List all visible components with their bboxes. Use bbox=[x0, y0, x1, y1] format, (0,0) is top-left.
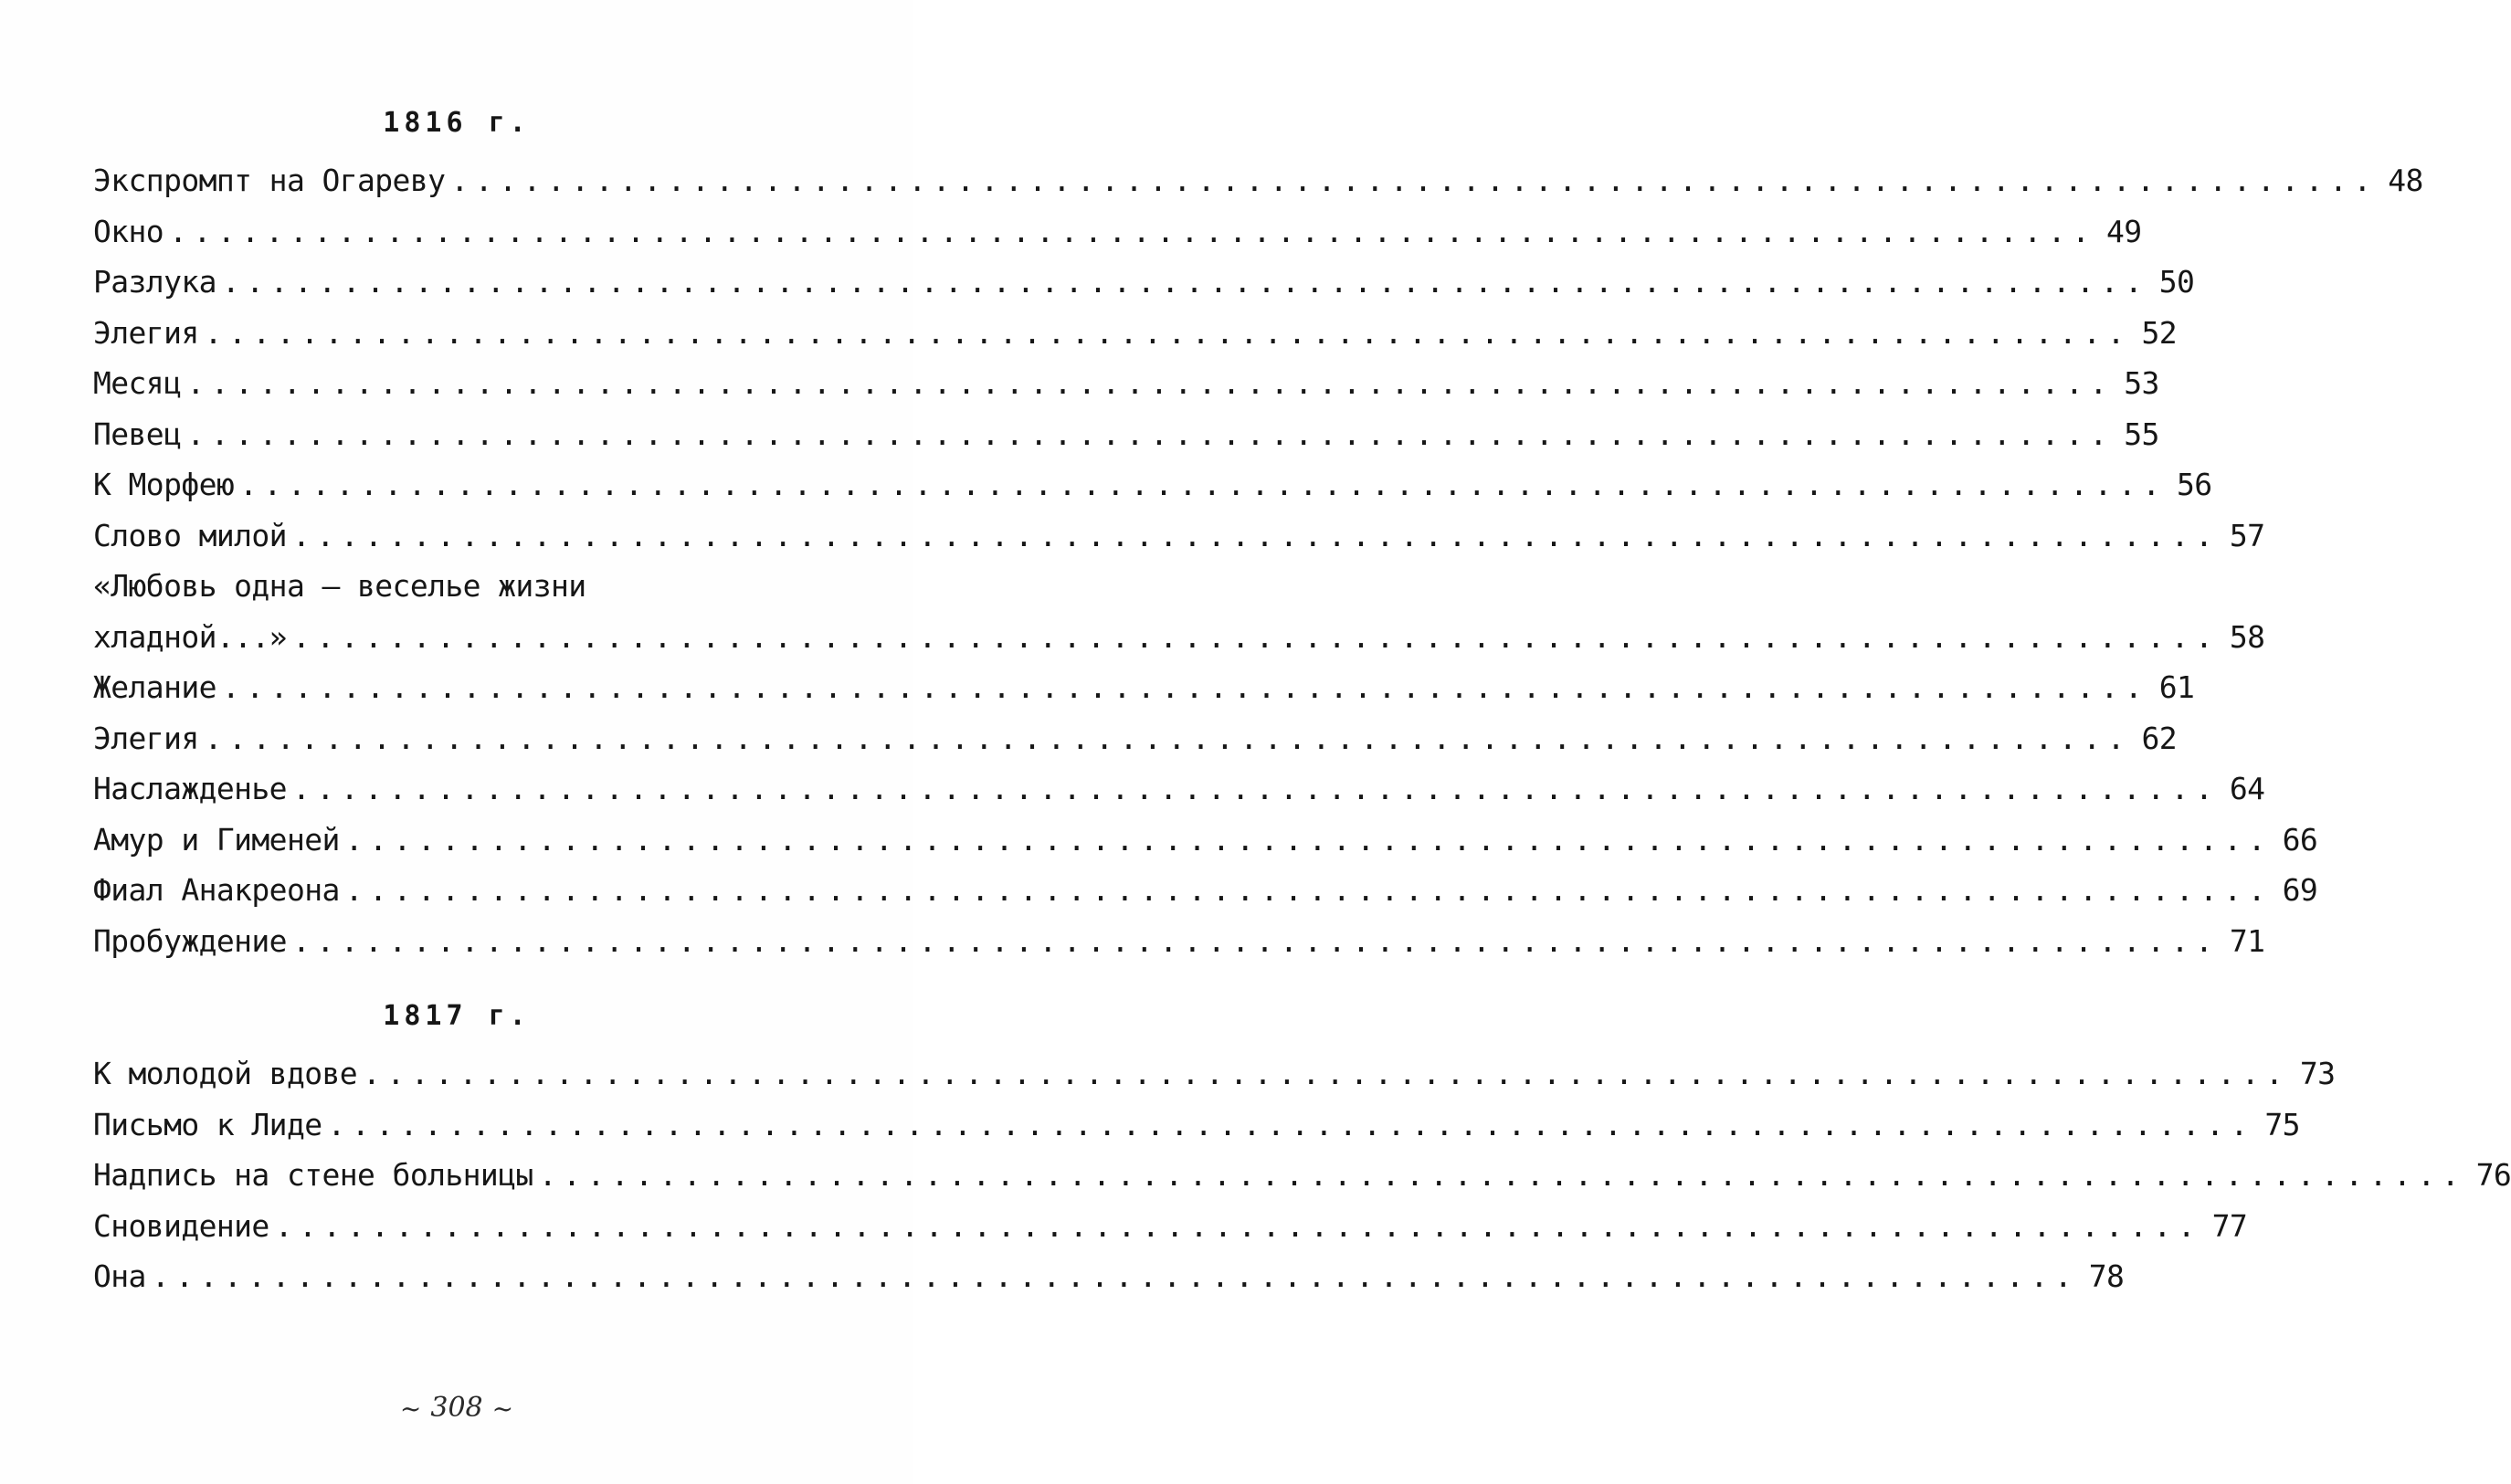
dot-leader: ................................................................................ bbox=[151, 1258, 2079, 1294]
toc-entry-title-first-line bbox=[93, 561, 871, 612]
toc-entry bbox=[93, 1048, 2336, 1100]
toc-entry-title: Она bbox=[93, 1258, 146, 1294]
toc-entry-title: Амур и Гименей bbox=[93, 821, 340, 858]
toc-entry-page: 56 bbox=[2177, 467, 2212, 502]
dot-leader: ................................................................................ bbox=[291, 922, 2220, 959]
toc-entry-title-continued: хладной...» bbox=[93, 618, 287, 655]
toc-entry-title: Сновидение bbox=[93, 1207, 269, 1244]
toc-entry-title: Разлука bbox=[93, 264, 216, 300]
dot-leader: ................................................................................ bbox=[344, 821, 2273, 858]
dot-leader: ................................................................................ bbox=[274, 1207, 2202, 1244]
toc-entry-page: 53 bbox=[2124, 365, 2159, 401]
right-flourish-ornament: ~ bbox=[491, 1394, 514, 1424]
toc-entry bbox=[93, 1100, 2300, 1151]
toc-entry-page: 57 bbox=[2229, 517, 2265, 553]
toc-entry-page: 73 bbox=[2299, 1056, 2336, 1091]
toc-entry bbox=[93, 1251, 2125, 1302]
toc-list-1816 bbox=[93, 155, 2423, 966]
toc-entry-page: 58 bbox=[2229, 618, 2265, 655]
toc-entry-title: Пробуждение bbox=[93, 922, 287, 959]
toc-entry bbox=[93, 308, 2178, 359]
section-heading-1816: 1816 г. bbox=[383, 107, 531, 139]
dot-leader: ................................................................................ bbox=[221, 669, 2149, 705]
toc-entry-page: 49 bbox=[2105, 213, 2142, 249]
toc-entry-page: 50 bbox=[2158, 264, 2195, 300]
toc-list-1817 bbox=[93, 1048, 2511, 1302]
toc-entry-page: 48 bbox=[2388, 163, 2423, 198]
toc-entry-title: Фиал Анакреона bbox=[93, 872, 340, 908]
toc-entry-page: 55 bbox=[2124, 416, 2159, 452]
page-number: 308 bbox=[430, 1392, 483, 1424]
dot-leader: ................................................................................ bbox=[204, 720, 2132, 756]
toc-entry-page: 75 bbox=[2264, 1106, 2300, 1142]
toc-entry-page: 66 bbox=[2282, 821, 2318, 858]
toc-entry-title: К молодой вдове bbox=[93, 1056, 358, 1091]
toc-entry-title: Надпись на стене больницы bbox=[93, 1157, 533, 1193]
toc-entry-title: Экспромпт на Огареву bbox=[93, 163, 446, 198]
toc-entry-page: 62 bbox=[2141, 720, 2178, 756]
toc-entry bbox=[93, 459, 2212, 510]
toc-entry bbox=[93, 865, 2318, 916]
toc-entry-title: Желание bbox=[93, 669, 216, 705]
toc-entry bbox=[93, 763, 2265, 815]
toc-entry bbox=[93, 1201, 2248, 1252]
toc-entry bbox=[93, 358, 2159, 409]
toc-entry-page: 61 bbox=[2158, 669, 2195, 705]
dot-leader: ................................................................................ bbox=[327, 1106, 2254, 1142]
dot-leader: ................................................................................ bbox=[169, 213, 2096, 249]
toc-entry bbox=[93, 815, 2318, 866]
dot-leader: ................................................................................ bbox=[291, 771, 2220, 806]
dot-leader: ................................................................................ bbox=[239, 467, 2167, 502]
toc-entry-title: К Морфею bbox=[93, 467, 235, 502]
toc-entry-title: Певец bbox=[93, 416, 182, 452]
toc-entry-title: Элегия bbox=[93, 720, 199, 756]
dot-leader: ................................................................................ bbox=[291, 618, 2220, 655]
toc-entry-title: «Любовь одна — веселье жизни bbox=[93, 568, 586, 604]
page-number-footer bbox=[0, 1390, 913, 1427]
toc-entry-page: 78 bbox=[2088, 1258, 2125, 1294]
left-flourish-ornament: ~ bbox=[399, 1394, 422, 1424]
dot-leader: ................................................................................ bbox=[344, 872, 2273, 908]
toc-entry bbox=[93, 206, 2142, 258]
toc-entry bbox=[93, 662, 2195, 713]
toc-entry-title: Слово милой bbox=[93, 517, 287, 553]
toc-entry bbox=[93, 713, 2178, 764]
toc-entry-page: 77 bbox=[2211, 1207, 2248, 1244]
toc-entry-title: Наслажденье bbox=[93, 771, 287, 806]
toc-entry-title: Письмо к Лиде bbox=[93, 1106, 322, 1142]
dot-leader: ................................................................................ bbox=[363, 1056, 2290, 1091]
toc-entry bbox=[93, 409, 2159, 460]
toc-entry bbox=[93, 612, 2265, 663]
toc-entry-page: 64 bbox=[2229, 771, 2265, 806]
dot-leader: ................................................................................ bbox=[291, 517, 2220, 553]
toc-entry bbox=[93, 155, 2423, 206]
toc-entry-page: 71 bbox=[2229, 922, 2265, 959]
toc-entry bbox=[93, 510, 2265, 562]
toc-entry bbox=[93, 1150, 2511, 1201]
toc-entry-page: 52 bbox=[2141, 314, 2178, 351]
dot-leader: ................................................................................ bbox=[186, 365, 2114, 401]
dot-leader: ................................................................................ bbox=[538, 1157, 2466, 1193]
toc-entry-title: Окно bbox=[93, 213, 164, 249]
section-heading-1817: 1817 г. bbox=[383, 1000, 531, 1032]
toc-entry bbox=[93, 916, 2265, 967]
dot-leader: ................................................................................ bbox=[221, 264, 2149, 300]
dot-leader: ................................................................................ bbox=[186, 416, 2114, 452]
toc-entry-page: 76 bbox=[2475, 1157, 2511, 1193]
toc-entry-page: 69 bbox=[2282, 872, 2318, 908]
toc-entry-title: Элегия bbox=[93, 314, 199, 351]
toc-entry bbox=[93, 257, 2195, 308]
dot-leader: ................................................................................ bbox=[204, 314, 2132, 351]
dot-leader: ................................................................................ bbox=[450, 163, 2378, 198]
toc-entry-title: Месяц bbox=[93, 365, 182, 401]
